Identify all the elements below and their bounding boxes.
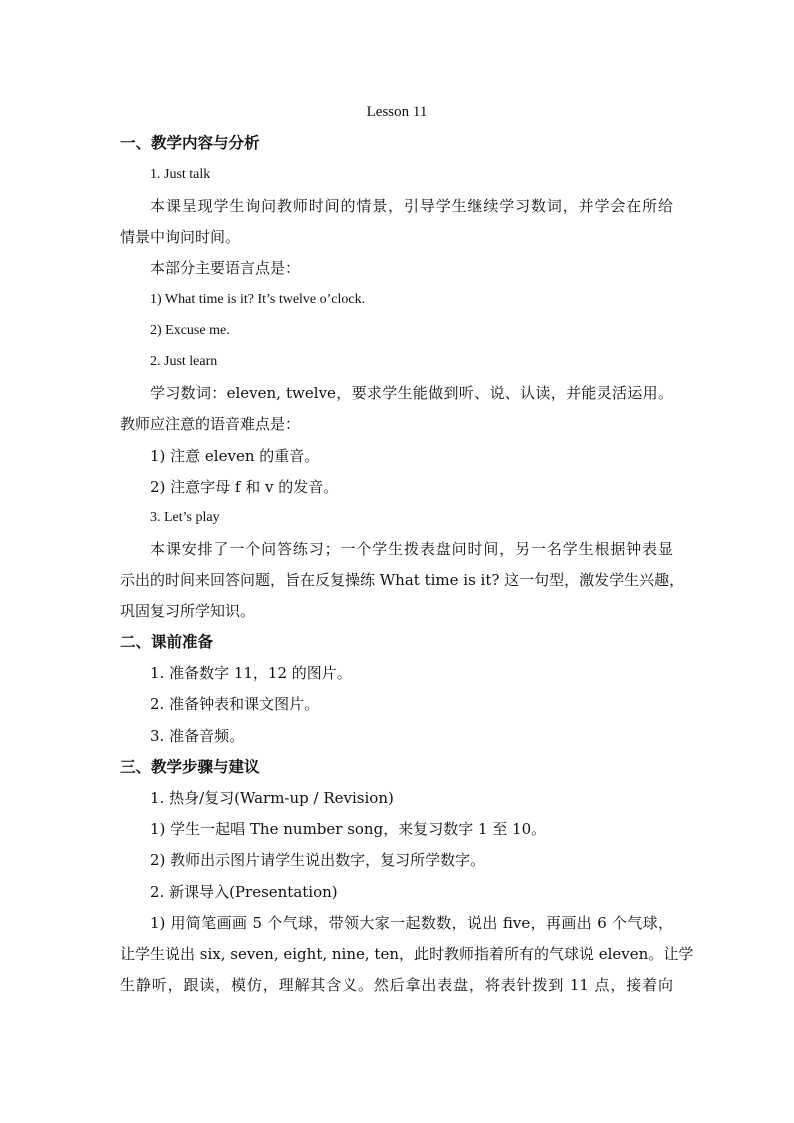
paragraph-line: 情景中询问时间。 [120,228,241,246]
paragraph-line: 1) 用简笔画画 5 个气球，带领大家一起数数，说出 five，再画出 6 个气球， [150,914,673,932]
step-label: 1. 热身/复习(Warm-up / Revision) [150,789,394,807]
paragraph-line: 巩固复习所学知识。 [120,602,256,620]
paragraph-line: 学习数词：eleven, twelve，要求学生能做到听、说、认读，并能灵活运用。 [150,384,673,402]
lesson-title: Lesson 11 [366,104,428,120]
step-label: 2. 新课导入(Presentation) [150,883,338,901]
list-item: 1) 注意 eleven 的重音。 [150,447,320,465]
list-item: 3. 准备音频。 [150,727,245,745]
paragraph-line: 让学生说出 six, seven, eight, nine, ten，此时教师指着所有的气球说 eleven。让学 [120,945,694,963]
list-item: 2. 准备钟表和课文图片。 [150,695,320,713]
just-talk-label: 1. Just talk [150,167,211,182]
paragraph-line: 教师应注意的语音难点是： [120,415,301,433]
list-item: 1. 准备数字 11，12 的图片。 [150,664,352,682]
paragraph-line: 本部分主要语言点是： [150,259,301,277]
section-1-heading: 一、教学内容与分析 [120,134,260,152]
paragraph-line: 生静听，跟读，模仿，理解其含义。然后拿出表盘，将表针拨到 11 点，接着向 [120,976,673,994]
just-learn-label: 2. Just learn [150,354,218,369]
list-item: 2) 教师出示图片请学生说出数字，复习所学数字。 [150,851,486,869]
lets-play-label: 3. Let’s play [150,510,220,525]
list-item: 1) What time is it? It’s twelve o’clock. [150,292,366,307]
section-3-heading: 三、教学步骤与建议 [120,758,260,776]
list-item: 1) 学生一起唱 The number song，来复习数字 1 至 10。 [150,820,547,838]
paragraph-line: 本课安排了一个问答练习；一个学生拨表盘问时间，另一名学生根据钟表显 [150,540,673,558]
paragraph-line: 示出的时间来回答问题，旨在反复操练 What time is it? 这一句型，激发学生兴趣， [120,571,685,589]
list-item: 2) 注意字母 f 和 v 的发音。 [150,478,339,496]
paragraph-line: 本课呈现学生询问教师时间的情景，引导学生继续学习数词，并学会在所给 [150,197,673,215]
list-item: 2) Excuse me. [150,323,230,338]
section-2-heading: 二、课前准备 [120,633,214,651]
